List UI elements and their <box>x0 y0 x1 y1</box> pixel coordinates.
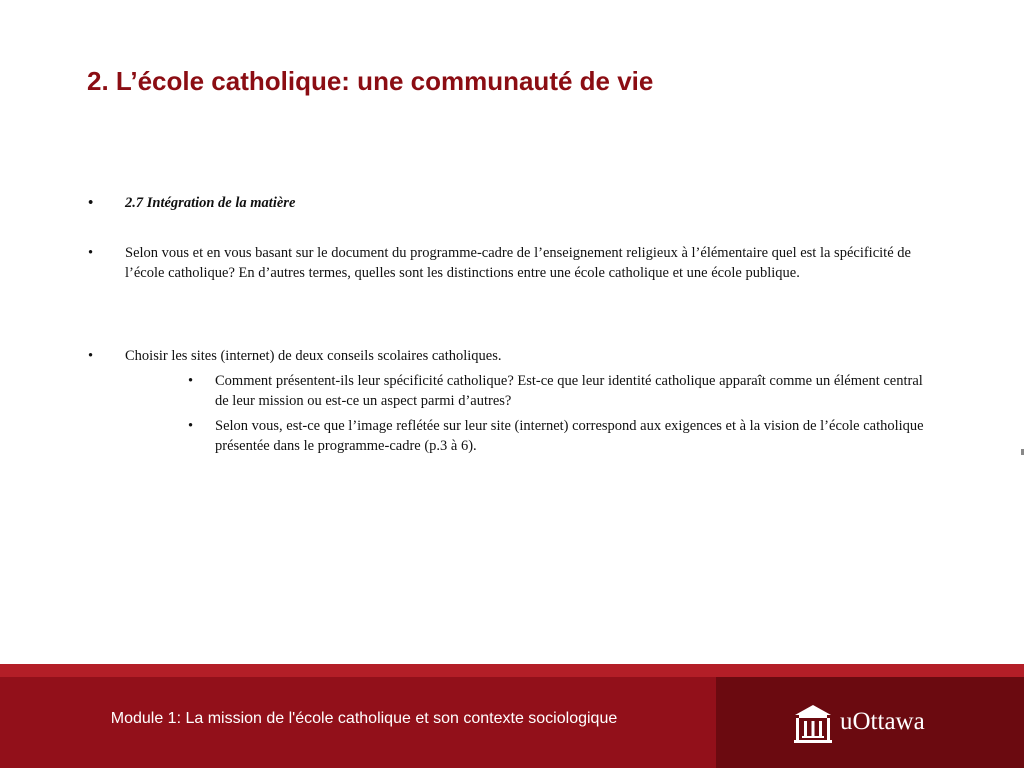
university-building-icon <box>794 704 832 744</box>
bullet-marker: • <box>188 373 194 389</box>
bullet-marker: • <box>88 245 94 261</box>
bullet-marker: • <box>88 195 94 211</box>
sub-bullet-item <box>88 371 938 411</box>
bullet-text: Choisir les sites (internet) de deux conseils scolaires catholiques. <box>125 348 502 364</box>
slide-title: 2. L’école catholique: une communauté de vie <box>87 66 654 96</box>
sub-bullet-text: Comment présentent-ils leur spécificité catholique? Est-ce que leur identité catholique apparaît comme un élément central de leur mission ou est-ce un aspect parmi d’autres? <box>215 373 923 409</box>
slide-content <box>88 193 938 456</box>
sub-bullet-text: Selon vous, est-ce que l’image reflétée sur leur site (internet) correspond aux exigences et à la vision de l’école catholique présentée dans le programme-cadre (p.3 à 6). <box>215 418 924 454</box>
bullet-marker: • <box>188 418 194 434</box>
footer-bar <box>0 664 1024 768</box>
sub-bullet-item <box>88 416 938 456</box>
bullet-text: Selon vous et en vous basant sur le document du programme-cadre de l’enseignement religieux à l’élémentaire quel est la spécificité de l’école catholique? En d’autres termes, quelles sont les distinctions entre une école catholique et une école publique. <box>125 245 911 281</box>
bullet-item <box>88 346 938 366</box>
footer-module-text: Module 1: La mission de l'école catholique et son contexte sociologique <box>110 710 618 727</box>
logo-wordmark: uOttawa <box>840 708 925 735</box>
bullet-marker: • <box>88 348 94 364</box>
bullet-item <box>88 193 938 213</box>
bullet-item <box>88 243 938 283</box>
bullet-text: 2.7 Intégration de la matière <box>125 195 296 211</box>
footer-accent-band <box>0 664 1024 677</box>
